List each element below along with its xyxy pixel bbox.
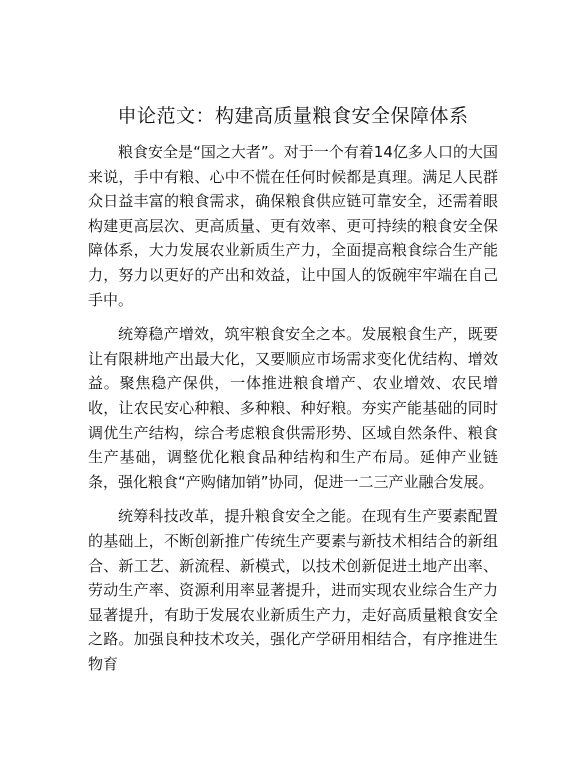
- paragraph-2: 统筹稳产增效，筑牢粮食安全之本。发展粮食生产，既要让有限耕地产出最大化，又要顺应市场需求变化优结构、增效益。聚焦稳产保供，一体推进粮食增产、农业增效、农民增收，让农民安心种粮、多种粮、种好粮。夯实产能基础的同时调优生产结构，综合考虑粮食供需形势、区域自然条件、粮食生产基础，调整优化粮食品种结构和生产布局。延伸产业链条，强化粮食“产购储加销”协同，促进一二三产业融合发展。: [88, 325, 498, 491]
- document-title: 申论范文：构建高质量粮食安全保障体系: [117, 105, 469, 127]
- document-body: [88, 140, 498, 686]
- paragraph-3: 统筹科技改革，提升粮食安全之能。在现有生产要素配置的基础上，不断创新推广传统生产要素与新技术相结合的新组合、新工艺、新流程、新模式，以技术创新促进土地产出率、劳动生产率、资源利用率显著提升，进而实现农业综合生产力显著提升，有助于发展农业新质生产力，走好高质量粮食安全之路。加强良种技术攻关，强化产学研用相结合，有序推进生物育: [88, 507, 498, 673]
- paragraph-1: 粮食安全是“国之大者”。对于一个有着14亿多人口的大国来说，手中有粮、心中不慌在任何时候都是真理。满足人民群众日益丰富的粮食需求，确保粮食供应链可靠安全，还需着眼构建更高层次、更高质量、更有效率、更可持续的粮食安全保障体系，大力发展农业新质生产力，全面提高粮食综合生产能力，努力以更好的产出和效益，让中国人的饭碗牢牢端在自己手中。: [88, 143, 498, 309]
